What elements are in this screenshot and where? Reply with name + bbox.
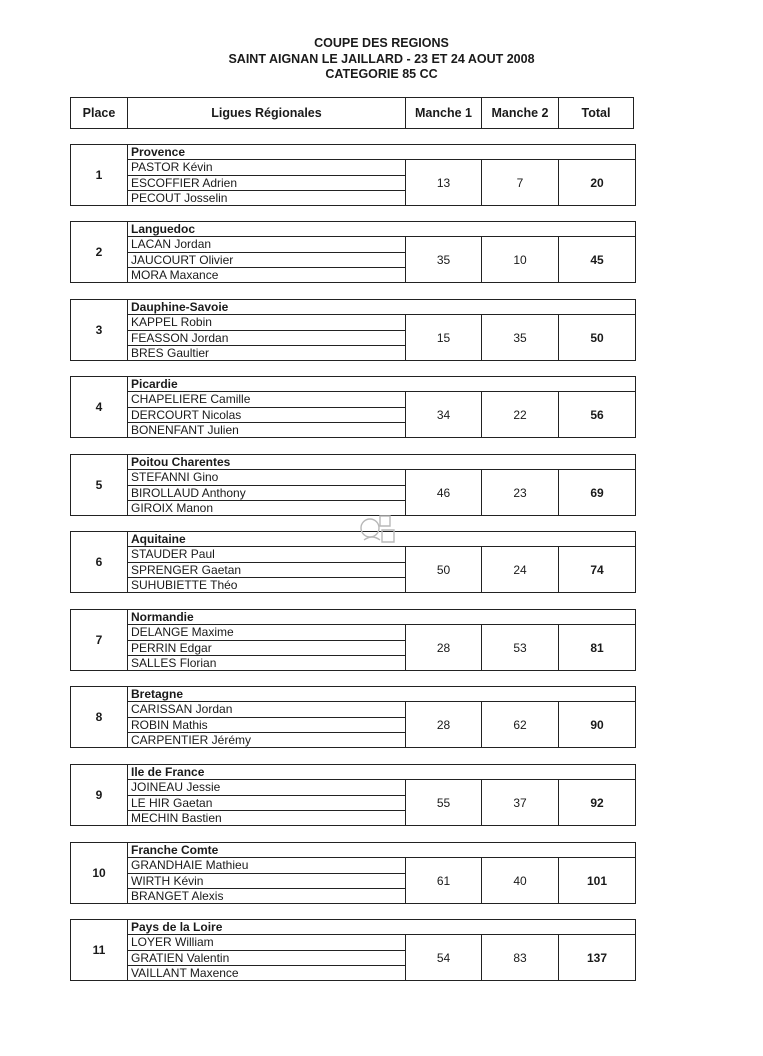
manche-2-score: 24 [482,547,559,593]
league-name: Ile de France [128,765,636,780]
title-line-2: SAINT AIGNAN LE JAILLARD - 23 ET 24 AOUT 2008 [228,51,535,66]
manche-2-score: 35 [482,315,559,361]
manche-2-score: 53 [482,625,559,671]
header-manche-2: Manche 2 [482,98,559,129]
total-score: 101 [559,858,636,904]
place-number: 7 [71,610,128,671]
header-manche-1: Manche 1 [406,98,482,129]
rider-name: ESCOFFIER Adrien [128,175,406,190]
rider-name: CARISSAN Jordan [128,702,406,717]
rider-name: SUHUBIETTE Théo [128,577,406,592]
league-name: Dauphine-Savoie [128,300,636,315]
place-number: 8 [71,687,128,748]
place-number: 10 [71,843,128,904]
manche-1-score: 61 [406,858,482,904]
result-block [70,454,636,516]
rider-name: BRES Gaultier [128,345,406,360]
rider-name: FEASSON Jordan [128,330,406,345]
total-score: 56 [559,392,636,438]
manche-1-score: 55 [406,780,482,826]
rider-name: SALLES Florian [128,655,406,670]
league-name: Provence [128,145,636,160]
manche-2-score: 62 [482,702,559,748]
rider-name: LE HIR Gaetan [128,795,406,810]
rider-name: GIROIX Manon [128,500,406,515]
rider-name: PASTOR Kévin [128,160,406,175]
title-line-1: COUPE DES REGIONS [314,36,449,50]
title-line-3: CATEGORIE 85 CC [325,67,438,81]
place-number: 4 [71,377,128,438]
total-score: 92 [559,780,636,826]
rider-name: WIRTH Kévin [128,873,406,888]
result-block [70,299,636,361]
rider-name: LACAN Jordan [128,237,406,252]
rider-name: ROBIN Mathis [128,717,406,732]
rider-name: MORA Maxance [128,267,406,282]
rider-name: JOINEAU Jessie [128,780,406,795]
place-number: 3 [71,300,128,361]
manche-1-score: 35 [406,237,482,283]
result-block [70,686,636,748]
rider-name: MECHIN Bastien [128,810,406,825]
manche-2-score: 10 [482,237,559,283]
league-name: Franche Comte [128,843,636,858]
manche-1-score: 50 [406,547,482,593]
header-total: Total [559,98,634,129]
total-score: 50 [559,315,636,361]
result-block [70,531,636,593]
result-block [70,764,636,826]
rider-name: VAILLANT Maxence [128,965,406,980]
rider-name: GRATIEN Valentin [128,950,406,965]
result-block [70,221,636,283]
document-title [0,36,763,83]
result-block [70,609,636,671]
rider-name: STAUDER Paul [128,547,406,562]
manche-2-score: 23 [482,470,559,516]
place-number: 5 [71,455,128,516]
place-number: 6 [71,532,128,593]
place-number: 11 [71,920,128,981]
header-league: Ligues Régionales [128,98,406,129]
league-name: Bretagne [128,687,636,702]
rider-name: GRANDHAIE Mathieu [128,858,406,873]
rider-name: KAPPEL Robin [128,315,406,330]
rider-name: STEFANNI Gino [128,470,406,485]
result-block [70,376,636,438]
result-block [70,919,636,981]
manche-1-score: 28 [406,625,482,671]
league-name: Normandie [128,610,636,625]
total-score: 81 [559,625,636,671]
manche-1-score: 28 [406,702,482,748]
header-place: Place [71,98,128,129]
results-header [70,97,634,129]
rider-name: PERRIN Edgar [128,640,406,655]
rider-name: BIROLLAUD Anthony [128,485,406,500]
total-score: 20 [559,160,636,206]
manche-1-score: 46 [406,470,482,516]
total-score: 45 [559,237,636,283]
league-name: Aquitaine [128,532,636,547]
rider-name: DELANGE Maxime [128,625,406,640]
place-number: 2 [71,222,128,283]
rider-name: PECOUT Josselin [128,190,406,205]
total-score: 74 [559,547,636,593]
manche-1-score: 13 [406,160,482,206]
rider-name: DERCOURT Nicolas [128,407,406,422]
total-score: 90 [559,702,636,748]
manche-2-score: 40 [482,858,559,904]
manche-2-score: 7 [482,160,559,206]
rider-name: LOYER William [128,935,406,950]
manche-1-score: 15 [406,315,482,361]
league-name: Languedoc [128,222,636,237]
place-number: 1 [71,145,128,206]
result-block [70,842,636,904]
manche-1-score: 54 [406,935,482,981]
club-logo-stamp-icon [358,510,404,546]
rider-name: SPRENGER Gaetan [128,562,406,577]
result-block [70,144,636,206]
rider-name: BRANGET Alexis [128,888,406,903]
manche-2-score: 83 [482,935,559,981]
total-score: 137 [559,935,636,981]
rider-name: BONENFANT Julien [128,422,406,437]
rider-name: JAUCOURT Olivier [128,252,406,267]
league-name: Poitou Charentes [128,455,636,470]
rider-name: CHAPELIERE Camille [128,392,406,407]
manche-2-score: 37 [482,780,559,826]
league-name: Picardie [128,377,636,392]
rider-name: CARPENTIER Jérémy [128,732,406,747]
total-score: 69 [559,470,636,516]
place-number: 9 [71,765,128,826]
league-name: Pays de la Loire [128,920,636,935]
manche-2-score: 22 [482,392,559,438]
manche-1-score: 34 [406,392,482,438]
